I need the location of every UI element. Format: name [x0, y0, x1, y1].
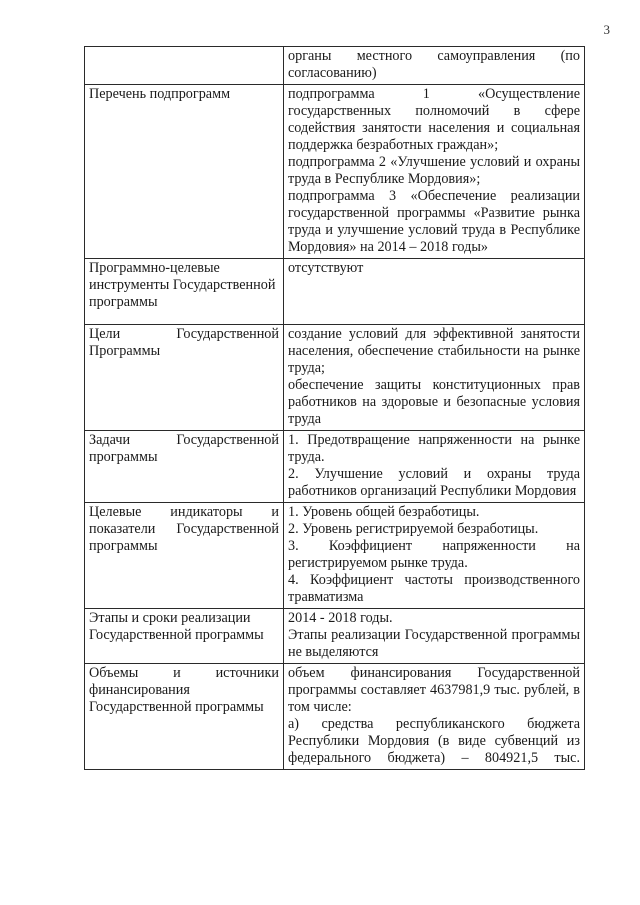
row-label: Программно-целевые инструменты Государственной программы: [85, 259, 284, 325]
row-value: [284, 325, 585, 431]
row-label: Этапы и сроки реализации Государственной программы: [85, 609, 284, 664]
value-paragraph: объем финансирования Государственной программы составляет 4637981,9 тыс. рублей, в том числе:: [288, 665, 580, 715]
table-row: [85, 609, 585, 664]
value-paragraph: 2. Уровень регистрируемой безработицы.: [288, 521, 539, 537]
row-value: [284, 85, 585, 259]
row-label: Объемы и источники финансирования Государственной программы: [85, 664, 284, 770]
row-label: [85, 47, 284, 85]
value-paragraph: 3. Коэффициент напряженности на регистрируемом рынке труда.: [288, 538, 580, 571]
value-paragraph: а) средства республиканского бюджета Республики Мордовия (в виде субвенций из федерального бюджета) – 804921,5 тыс.: [288, 716, 580, 766]
value-paragraph: 4. Коэффициент частоты производственного травматизма: [288, 572, 580, 605]
row-label: Задачи Государственной программы: [85, 431, 284, 503]
row-value: [284, 664, 585, 770]
row-label: Целевые индикаторы и показатели Государственной программы: [85, 503, 284, 609]
value-paragraph: отсутствуют: [288, 260, 364, 276]
table-row: [85, 664, 585, 770]
value-paragraph: 2014 - 2018 годы.: [288, 610, 393, 626]
row-value: [284, 259, 585, 325]
value-paragraph: Этапы реализации Государственной программы не выделяются: [288, 627, 580, 660]
table-row: [85, 431, 585, 503]
table-row: [85, 503, 585, 609]
row-value: [284, 609, 585, 664]
value-paragraph: 1. Уровень общей безработицы.: [288, 504, 480, 520]
page-number: 3: [603, 22, 610, 37]
value-paragraph: создание условий для эффективной занятости населения, обеспечение стабильности на рынке труда;: [288, 326, 580, 376]
row-value: [284, 47, 585, 85]
value-paragraph: 2. Улучшение условий и охраны труда работников организаций Республики Мордовия: [288, 466, 580, 499]
value-paragraph: обеспечение защиты конституционных прав работников на здоровые и безопасные условия труда: [288, 377, 580, 427]
table-row: [85, 85, 585, 259]
table-row: [85, 259, 585, 325]
value-paragraph: подпрограмма 2 «Улучшение условий и охраны труда в Республике Мордовия»;: [288, 154, 580, 187]
program-passport-table: [84, 46, 585, 770]
table-row: [85, 47, 585, 85]
table-row: [85, 325, 585, 431]
value-paragraph: подпрограмма 1 «Осуществление государственных полномочий в сфере содействия занятости населения и социальная поддержка безработных граждан»;: [288, 86, 580, 153]
value-paragraph: органы местного самоуправления (по согласованию): [288, 48, 580, 81]
value-paragraph: 1. Предотвращение напряженности на рынке труда.: [288, 432, 580, 465]
value-paragraph: подпрограмма 3 «Обеспечение реализации государственной программы «Развитие рынка труда и улучшение условий труда в Республике Мордовия» на 2014 – 2018 годы»: [288, 188, 580, 255]
row-label: Цели Государственной Программы: [85, 325, 284, 431]
row-label: Перечень подпрограмм: [85, 85, 284, 259]
row-value: [284, 503, 585, 609]
row-value: [284, 431, 585, 503]
